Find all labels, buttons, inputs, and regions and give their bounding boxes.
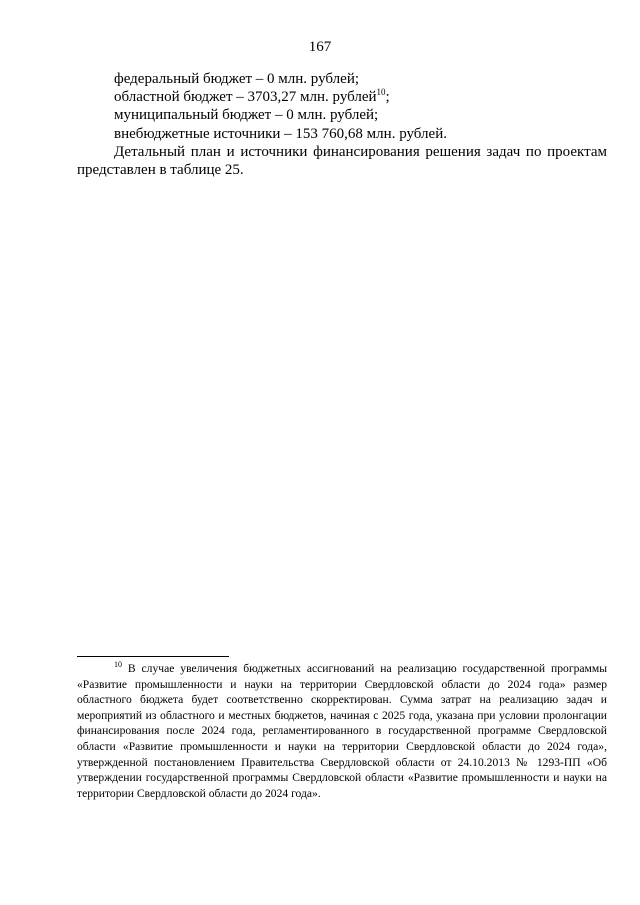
regional-budget-line xyxy=(77,88,607,106)
footnote-separator xyxy=(77,656,229,657)
federal-budget-line: федеральный бюджет – 0 млн. рублей; xyxy=(114,71,360,87)
footnote-reference: 10 xyxy=(376,87,386,98)
footnote-text: В случае увеличения бюджетных ассигнований на реализацию государственной программы «Развитие промышленности и науки на территории Свердловской области до 2024 года» размер областного бюджета будет соответственно скорректирован. Сумма затрат на реализацию задач и мероприятий из областного и местных бюджетов, начиная с 2025 года, указана при условии пролонгации финансирования после 2024 года, регламентированного в государственной программе Свердловской области «Развитие промышленности и науки на территории Свердловской области до 2024 года», утвержденной постановлением Правительства Свердловской области от 24.10.2013 № 1293-ПП «Об утверждении государственной программы Свердловской области «Развитие промышленности и науки на территории Свердловской области до 2024 года». xyxy=(77,662,607,800)
footnote xyxy=(77,661,607,801)
page-number: 167 xyxy=(308,39,332,55)
regional-budget-tail: ; xyxy=(385,89,390,106)
extrabudgetary-line: внебюджетные источники – 153 760,68 млн. рублей. xyxy=(114,125,447,142)
document-body xyxy=(77,70,607,179)
regional-budget-text: областной бюджет – 3703,27 млн. рублей xyxy=(114,89,377,106)
municipal-budget-line: муниципальный бюджет – 0 млн. рублей; xyxy=(114,107,379,124)
detail-plan-paragraph: Детальный план и источники финансирования решения задач по проектам представлен в таблице 25. xyxy=(77,143,607,179)
footnote-marker: 10 xyxy=(114,660,122,669)
